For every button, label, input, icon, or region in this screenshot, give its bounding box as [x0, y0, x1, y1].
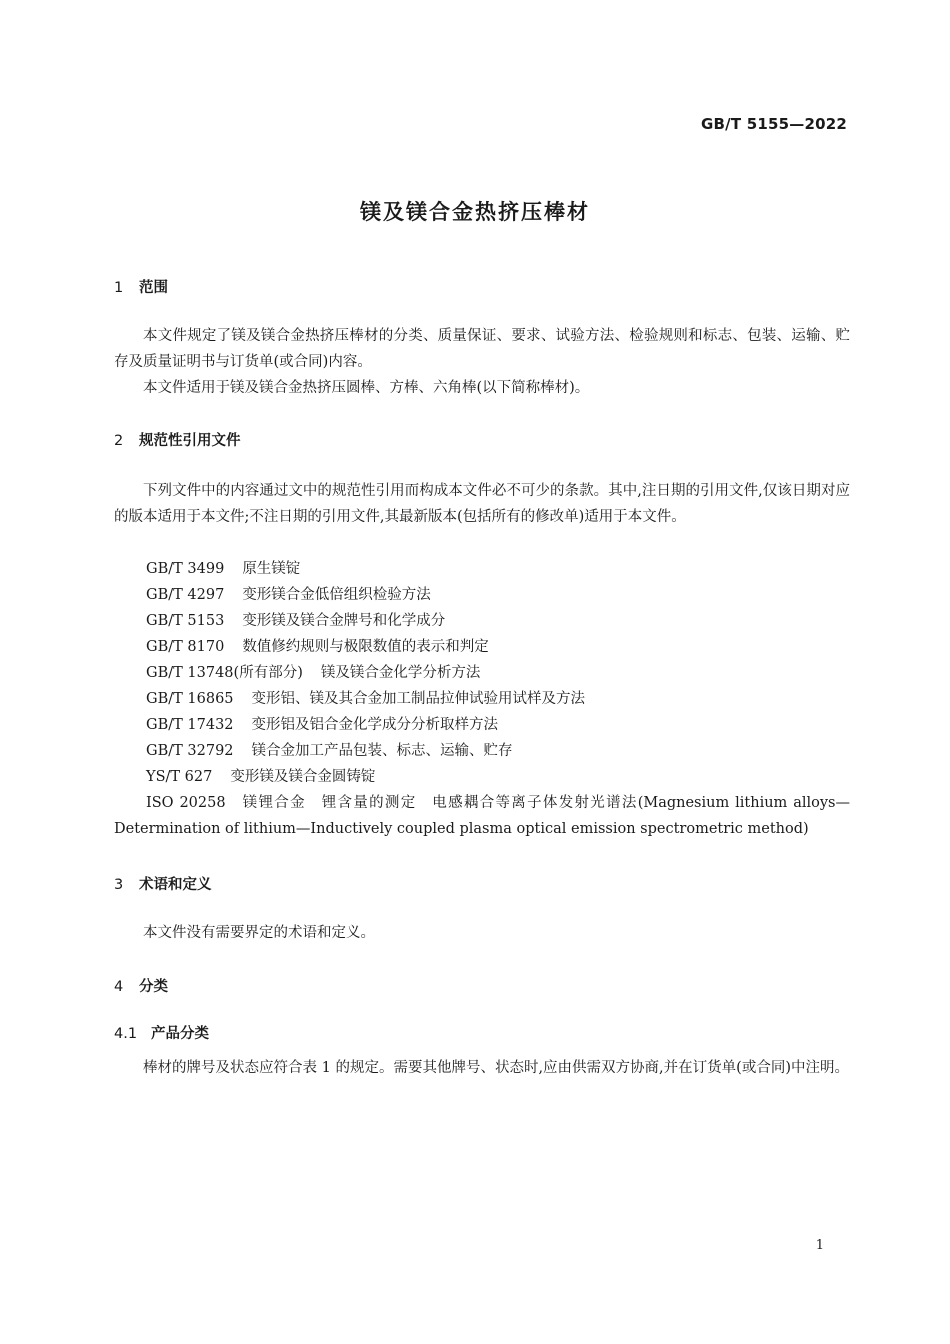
reference-title: 镁合金加工产品包装、标志、运输、贮存: [251, 743, 513, 759]
section-number: 1: [114, 280, 124, 296]
reference-item: [146, 660, 480, 686]
reference-item: [146, 686, 585, 712]
reference-code: GB/T 5153: [146, 613, 225, 629]
reference-code: GB/T 3499: [146, 561, 225, 577]
paragraph: 本文件没有需要界定的术语和定义。: [143, 925, 375, 941]
section-title: 范围: [139, 280, 168, 296]
reference-title: 变形铝及铝合金化学成分分析取样方法: [251, 717, 499, 733]
paragraph: 下列文件中的内容通过文中的规范性引用而构成本文件必不可少的条款。其中,注日期的引用文件,仅该日期对应的版本适用于本文件;不注日期的引用文件,其最新版本(包括所有的修改单)适用于本文件。: [114, 483, 850, 525]
reference-code: YS/T 627: [146, 769, 213, 785]
reference-title: 变形镁合金低倍组织检验方法: [242, 587, 431, 603]
section-title: 分类: [139, 979, 168, 995]
reference-code: GB/T 32792: [146, 743, 234, 759]
subsection-4-1-heading: [114, 1022, 209, 1043]
section-title: 规范性引用文件: [139, 433, 241, 449]
section-number: 2: [114, 433, 124, 449]
section-number: 3: [114, 877, 124, 893]
reference-title: 变形镁及镁合金牌号和化学成分: [242, 613, 446, 629]
reference-code: GB/T 17432: [146, 717, 234, 733]
reference-item: [146, 556, 300, 582]
reference-item: [146, 764, 375, 790]
reference-title: 变形铝、镁及其合金加工制品拉伸试验用试样及方法: [251, 691, 586, 707]
section-4-heading: [114, 975, 168, 996]
page-number: 1: [815, 1238, 824, 1253]
reference-item: [146, 738, 513, 764]
subsection-title: 产品分类: [151, 1026, 209, 1042]
paragraph: 本文件适用于镁及镁合金热挤压圆棒、方棒、六角棒(以下简称棒材)。: [143, 380, 590, 396]
section-2-heading: [114, 429, 241, 450]
reference-item: [146, 582, 431, 608]
section-3-heading: [114, 873, 212, 894]
standard-number: GB/T 5155—2022: [701, 115, 847, 133]
section-title: 术语和定义: [139, 877, 212, 893]
reference-item: [146, 712, 498, 738]
reference-title: 变形镁及镁合金圆铸锭: [230, 769, 376, 785]
reference-item: [146, 608, 445, 634]
reference-item: [146, 634, 489, 660]
document-title: 镁及镁合金热挤压棒材: [360, 200, 590, 224]
section-1-heading: [114, 276, 168, 297]
reference-code: GB/T 4297: [146, 587, 225, 603]
reference-title: 数值修约规则与极限数值的表示和判定: [242, 639, 489, 655]
paragraph: 棒材的牌号及状态应符合表 1 的规定。需要其他牌号、状态时,应由供需双方协商,并在订货单(或合同)中注明。: [143, 1060, 849, 1076]
subsection-number: 4.1: [114, 1026, 138, 1042]
section-number: 4: [114, 979, 124, 995]
reference-title: 原生镁锭: [242, 561, 301, 577]
reference-code: GB/T 13748(所有部分): [146, 665, 303, 681]
reference-title: 镁及镁合金化学分析方法: [320, 665, 481, 681]
paragraph: 本文件规定了镁及镁合金热挤压棒材的分类、质量保证、要求、试验方法、检验规则和标志、包装、运输、贮存及质量证明书与订货单(或合同)内容。: [114, 328, 850, 370]
reference-code: GB/T 16865: [146, 691, 234, 707]
reference-code: GB/T 8170: [146, 639, 225, 655]
reference-item-iso: ISO 20258 镁锂合金 锂含量的测定 电感耦合等离子体发射光谱法(Magnesium lithium alloys—Determination of lithium—Inductively coupled plasma optical emission spectrometric method): [114, 795, 850, 837]
